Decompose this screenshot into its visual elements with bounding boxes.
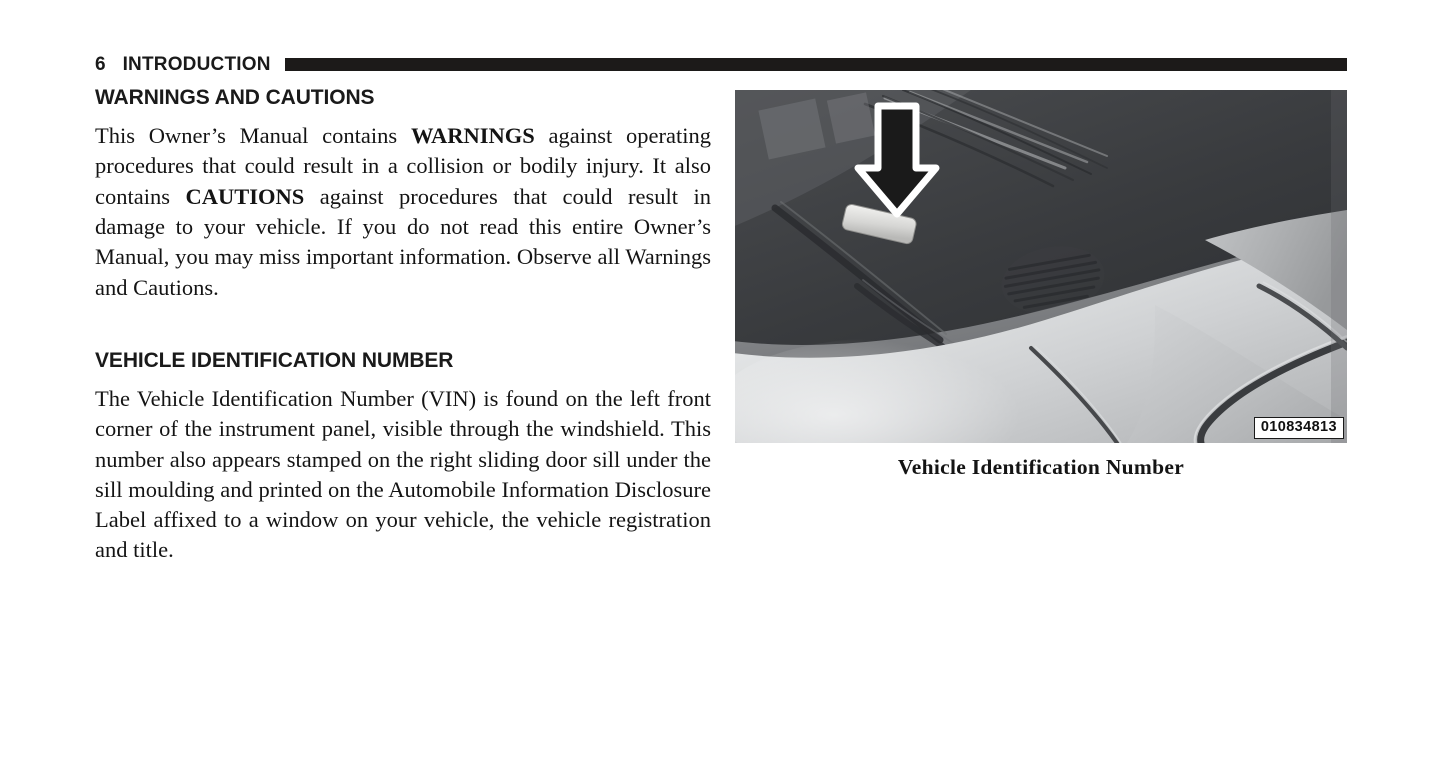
paragraph-1-part-2: against operating procedures that could result in a collision or bodily injury. It also contains bbox=[95, 123, 711, 209]
figure-caption: Vehicle Identification Number bbox=[897, 455, 1185, 479]
page-header bbox=[95, 52, 1347, 76]
emphasis-warnings: WARNINGS bbox=[410, 123, 535, 149]
right-figure-column bbox=[735, 90, 1347, 480]
header-section-title: INTRODUCTION bbox=[122, 53, 271, 75]
figure-id-badge: 010834813 bbox=[1254, 417, 1344, 439]
paragraph-1-part-1: This Owner’s Manual contains bbox=[95, 123, 411, 149]
header-rule bbox=[285, 58, 1347, 71]
heading-vehicle-identification-number: VEHICLE IDENTIFICATION NUMBER bbox=[95, 348, 454, 372]
paragraph-warnings-and-cautions bbox=[95, 121, 711, 303]
paragraph-1-part-3: against procedures that could result in damage to your vehicle. If you do not read this entire Owner’s Manual, you may miss important information. Observe all Warnings and Cautions. bbox=[95, 183, 711, 300]
heading-warnings-and-cautions: WARNINGS AND CAUTIONS bbox=[95, 86, 375, 109]
figure-photo bbox=[735, 90, 1347, 443]
emphasis-cautions: CAUTIONS bbox=[185, 183, 305, 209]
figure-vehicle-identification-number bbox=[735, 90, 1347, 480]
page-number: 6 bbox=[95, 53, 106, 75]
left-text-column bbox=[95, 86, 711, 566]
paragraph-vehicle-identification-number: The Vehicle Identification Number (VIN) is found on the left front corner of the instrument panel, visible through the windshield. This number also appears stamped on the right sliding door sill under the sill moulding and printed on the Automobile Information Disclosure Label affixed to a window on your vehicle, the vehicle registration and title. bbox=[95, 385, 711, 563]
